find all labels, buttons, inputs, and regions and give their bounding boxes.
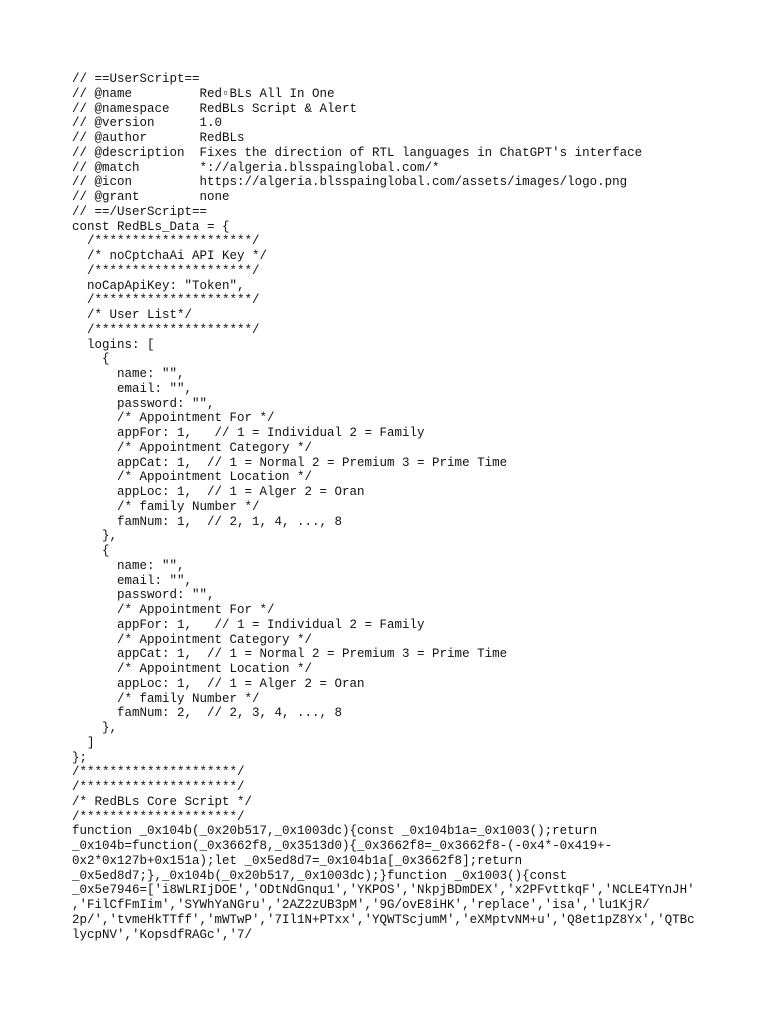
code-line: _0x104b=function(_0x3662f8,_0x3513d0){_0x3662f8=_0x3662f8-(-0x4*-0x419+-	[72, 839, 613, 853]
code-line: email: "",	[72, 381, 193, 396]
code-line: appFor: 1, // 1 = Individual 2 = Family	[72, 617, 425, 632]
code-line: /* RedBLs Core Script */	[72, 794, 253, 809]
code-line: logins: [	[72, 337, 155, 352]
code-line: appLoc: 1, // 1 = Alger 2 = Oran	[72, 485, 365, 499]
code-line: // @match *://algeria.blsspainglobal.com/*	[72, 160, 440, 175]
code-line: /*********************/	[72, 809, 245, 824]
code-line: // ==/UserScript==	[72, 204, 208, 219]
code-line: famNum: 1, // 2, 1, 4, ..., 8	[72, 514, 343, 529]
code-line: password: "",	[72, 588, 215, 603]
code-line: /*********************/	[72, 293, 260, 308]
code-line: /*********************/	[72, 263, 260, 278]
code-line: ,'FilCfFmIim','SYWhYaNGru','2AZ2zUB3pM','9G/ovE8iHK','replace','isa','lu1KjR/	[72, 898, 650, 912]
code-line: lycpNV','KopsdfRAGc','7/	[72, 927, 253, 942]
code-line: /* Appointment For */	[72, 603, 275, 617]
code-line: {	[72, 544, 110, 558]
code-line: noCapApiKey: "Token",	[72, 278, 245, 293]
code-line: // @icon https://algeria.blsspainglobal.com/assets/images/logo.png	[72, 175, 628, 190]
code-line: /*********************/	[72, 765, 245, 780]
code-line: // ==UserScript==	[72, 72, 200, 86]
code-line: },	[72, 529, 118, 544]
code-line: function _0x104b(_0x20b517,_0x1003dc){const _0x104b1a=_0x1003();return	[72, 824, 598, 839]
code-line: // @grant none	[72, 190, 230, 204]
code-line: /* Appointment Category */	[72, 440, 313, 455]
code-line: /* family Number */	[72, 499, 260, 514]
code-line: _0x5ed8d7;},_0x104b(_0x20b517,_0x1003dc);}function _0x1003(){const	[72, 868, 568, 883]
code-line: {	[72, 352, 110, 367]
code-line: 2p/','tvmeHkTTff','mWTwP','7Il1N+PTxx','YQWTScjumM','eXMptvNM+u','Q8et1pZ8Yx','QTBc	[72, 912, 695, 927]
code-line: appCat: 1, // 1 = Normal 2 = Premium 3 = Prime Time	[72, 647, 508, 662]
code-line: /* User List*/	[72, 308, 193, 322]
code-line: /* Appointment For */	[72, 411, 275, 426]
code-line: ]	[72, 735, 95, 750]
code-line: /* Appointment Category */	[72, 632, 313, 647]
code-line: // @version 1.0	[72, 116, 223, 131]
code-line: // @name Red▫BLs All In One	[72, 86, 335, 101]
code-line: password: "",	[72, 396, 215, 411]
code-line: appCat: 1, // 1 = Normal 2 = Premium 3 = Prime Time	[72, 455, 508, 470]
code-line: /* Appointment Location */	[72, 662, 313, 676]
code-line: // @namespace RedBLs Script & Alert	[72, 101, 358, 116]
code-line: const RedBLs_Data = {	[72, 219, 230, 234]
code-line: _0x5e7946=['i8WLRIjDOE','ODtNdGnqu1','YKPOS','NkpjBDmDEX','x2PFvttkqF','NCLE4TYnJH'	[72, 883, 695, 898]
code-line: // @author RedBLs	[72, 131, 245, 145]
code-line: /* noCptchaAi API Key */	[72, 249, 268, 263]
code-line: 0x2*0x127b+0x151a);let _0x5ed8d7=_0x104b1a[_0x3662f8];return	[72, 853, 523, 868]
code-line: email: "",	[72, 573, 193, 588]
code-line: /* Appointment Location */	[72, 470, 313, 485]
script-source-code	[72, 72, 712, 942]
code-line: name: "",	[72, 558, 185, 573]
code-line: // @description Fixes the direction of RTL languages in ChatGPT's interface	[72, 145, 643, 160]
code-line: /* family Number */	[72, 691, 260, 706]
code-line: /*********************/	[72, 780, 245, 794]
code-line: appFor: 1, // 1 = Individual 2 = Family	[72, 426, 425, 440]
code-line: appLoc: 1, // 1 = Alger 2 = Oran	[72, 676, 365, 691]
code-line: },	[72, 721, 118, 735]
code-line: /*********************/	[72, 322, 260, 337]
code-line: famNum: 2, // 2, 3, 4, ..., 8	[72, 706, 343, 721]
code-line: };	[72, 750, 88, 765]
code-line: /*********************/	[72, 234, 260, 249]
code-line: name: "",	[72, 367, 185, 381]
